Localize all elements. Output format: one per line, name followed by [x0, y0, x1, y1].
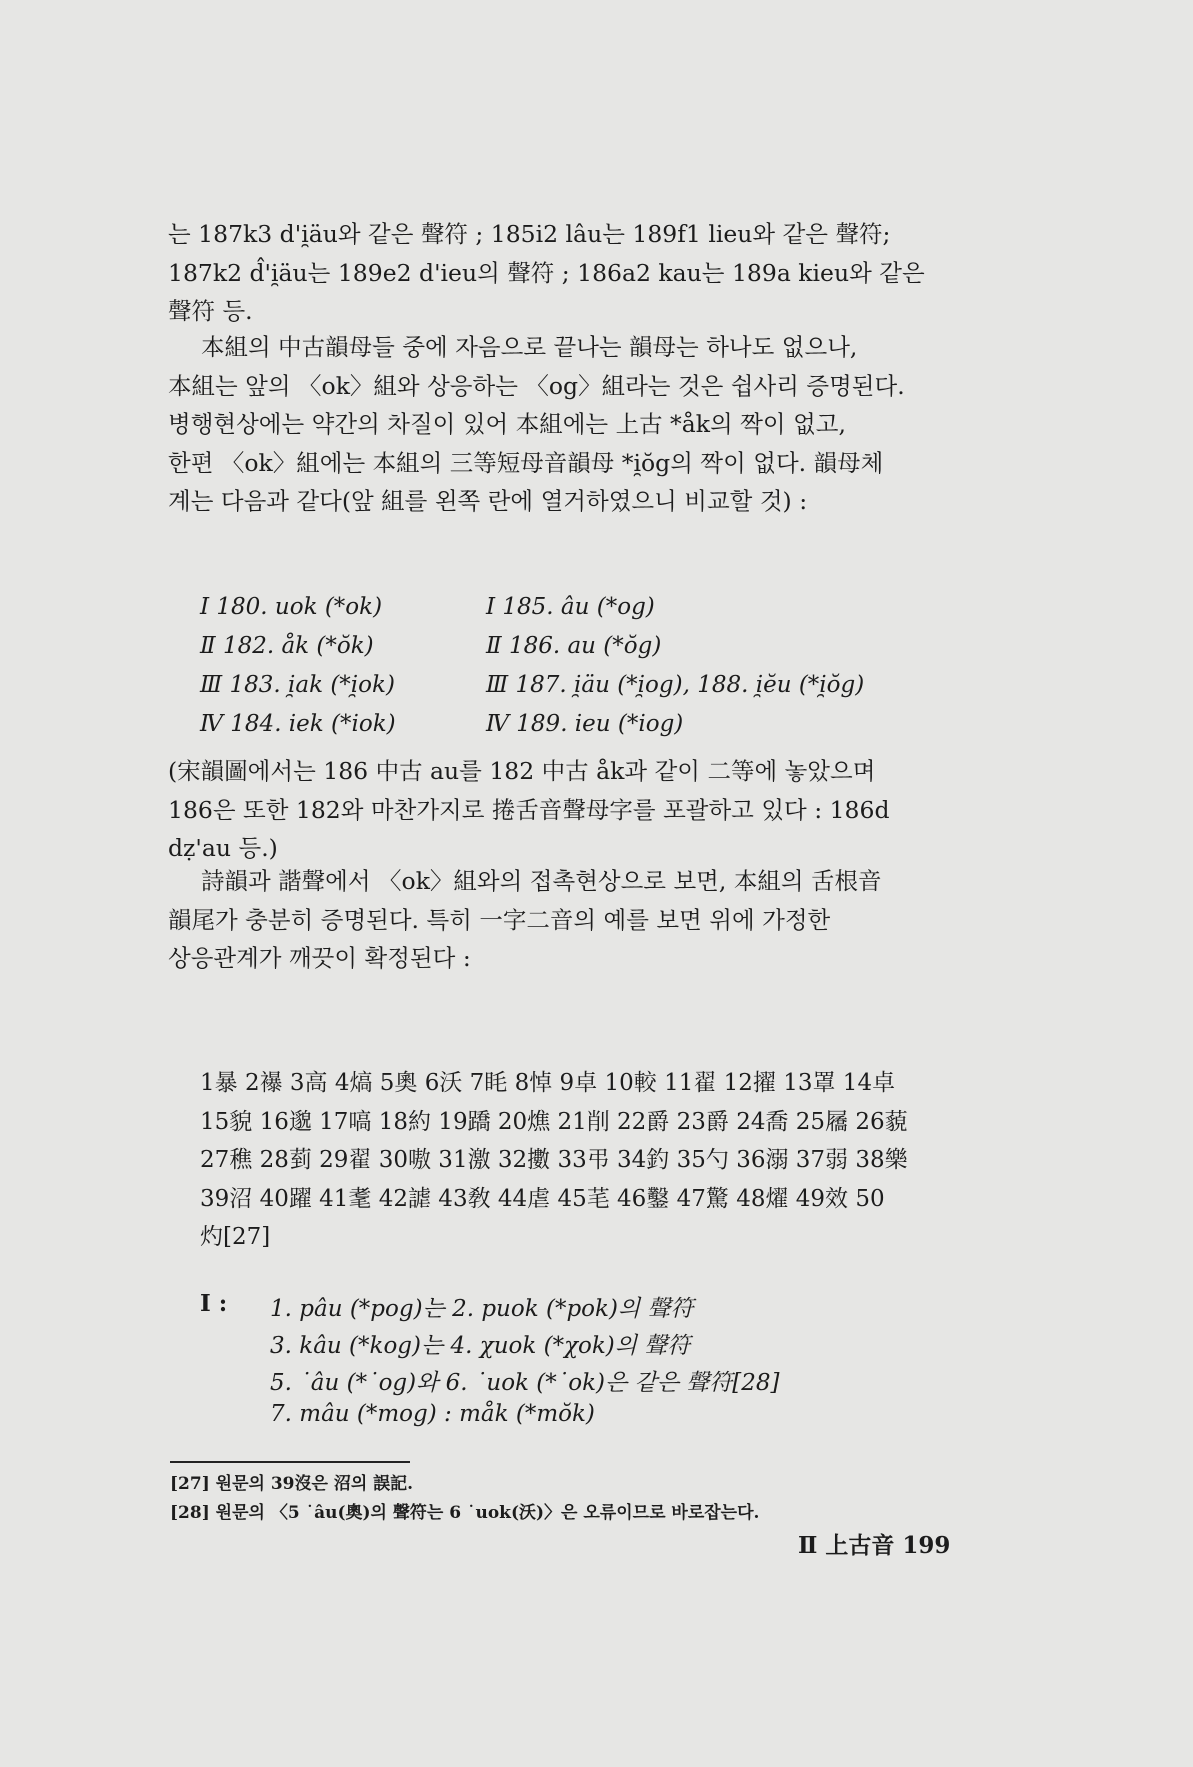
section-text: 1. pâu (*pog)는 2. puok (*pok)의 聲符	[270, 1296, 694, 1322]
text-line: 187k2 d̂'i̯äu는 189e2 d'ieu의 聲符 ; 186a2 kau는 189a kieu와 같은	[168, 258, 925, 287]
rime-right: Ⅲ 187. i̯äu (*i̯og), 188. i̯ĕu (*i̯ŏg)	[486, 672, 865, 698]
character-list-line: 15貌 16邈 17嗃 18約 19蹻 20燋 21削 22爵 23爵 24喬 25屩 26藐	[200, 1108, 908, 1135]
paragraph-1	[168, 215, 1013, 331]
rime-right: Ⅳ 189. ieu (*iog)	[486, 711, 684, 737]
section-text: 5. ˙âu (*˙og)와 6. ˙uok (*˙ok)은 같은 聲符[28]	[270, 1370, 780, 1396]
character-list-line: 27穛 28菿 29翟 30嗷 31激 32擻 33弔 34釣 35勺 36溺 37弱 38樂	[200, 1147, 908, 1173]
character-list-line: 灼[27]	[200, 1224, 271, 1250]
text-line: 韻尾가 충분히 증명된다. 특히 一字二音의 예를 보면 위에 가정한	[168, 905, 831, 934]
text-line: 상응관계가 깨끗이 확정된다 :	[168, 944, 471, 972]
page-footer: Ⅱ 上古音 199	[798, 1532, 951, 1559]
paragraph-2	[168, 328, 1013, 521]
paragraph-4	[168, 862, 1013, 978]
text-line: 병행현상에는 약간의 차질이 있어 本組에는 上古 *åk의 짝이 없고,	[168, 410, 846, 438]
rime-row	[200, 672, 960, 711]
paragraph-3	[168, 752, 1013, 868]
character-list-line: 1暴 2襮 3高 4熇 5奧 6沃 7眊 8悼 9卓 10較 11翟 12擢 13罩 14卓	[200, 1070, 896, 1096]
footnote-divider	[170, 1461, 410, 1463]
rime-right: Ⅰ 185. âu (*og)	[486, 594, 655, 620]
text-line: 186은 또한 182와 마찬가지로 捲舌音聲母字를 포괄하고 있다 : 186d	[168, 795, 890, 824]
text-line: 한편 〈ok〉組에는 本組의 三等短母音韻母 *i̯ŏg의 짝이 없다. 韻母체	[168, 448, 884, 477]
text-line: 本組는 앞의 〈ok〉組와 상응하는 〈og〉組라는 것은 쉽사리 증명된다.	[168, 371, 905, 400]
rime-left: Ⅱ 182. åk (*ŏk)	[200, 633, 374, 659]
rime-row	[200, 633, 960, 672]
character-list-line: 39沼 40躍 41耄 42謔 43敎 44虐 45芼 46鑿 47驚 48燿 49效 50	[200, 1185, 885, 1212]
section-text: 7. mâu (*mog) : måk (*mŏk)	[270, 1401, 595, 1427]
section-label: Ⅰ :	[200, 1290, 228, 1317]
rime-table	[200, 594, 960, 750]
text-line: 本組의 中古韻母들 중에 자음으로 끝나는 韻母는 하나도 없으나,	[201, 333, 858, 361]
text-line: (宋韻圖에서는 186 中古 au를 182 中古 åk과 같이 二等에 놓았으며	[168, 757, 876, 785]
footnotes	[170, 1470, 759, 1528]
text-line: 詩韻과 諧聲에서 〈ok〉組와의 접촉현상으로 보면, 本組의 舌根音	[201, 867, 882, 895]
text-line: dẓ'au 등.)	[168, 834, 278, 862]
rime-right: Ⅱ 186. au (*ŏg)	[486, 633, 662, 659]
character-list	[200, 1064, 1015, 1257]
rime-left: Ⅲ 183. i̯ak (*i̯ok)	[200, 672, 395, 698]
rime-left: Ⅳ 184. iek (*iok)	[200, 711, 396, 737]
footnote: [27] 원문의 39沒은 沼의 誤記.	[170, 1474, 414, 1494]
rime-row	[200, 711, 960, 750]
text-line: 계는 다음과 같다(앞 組를 왼쪽 란에 열거하였으니 비교할 것) :	[168, 487, 808, 515]
text-line: 聲符 등.	[168, 297, 253, 325]
section-text: 3. kâu (*kog)는 4. χuok (*χok)의 聲符	[270, 1333, 691, 1359]
footnote: [28] 원문의 〈5 ˙âu(奧)의 聲符는 6 ˙uok(沃)〉은 오류이므로 바로잡는다.	[170, 1503, 760, 1523]
rime-left: Ⅰ 180. uok (*ok)	[200, 594, 383, 620]
rime-row	[200, 594, 960, 633]
text-line: 는 187k3 d'i̯äu와 같은 聲符 ; 185i2 lâu는 189f1 lieu와 같은 聲符;	[168, 220, 891, 248]
